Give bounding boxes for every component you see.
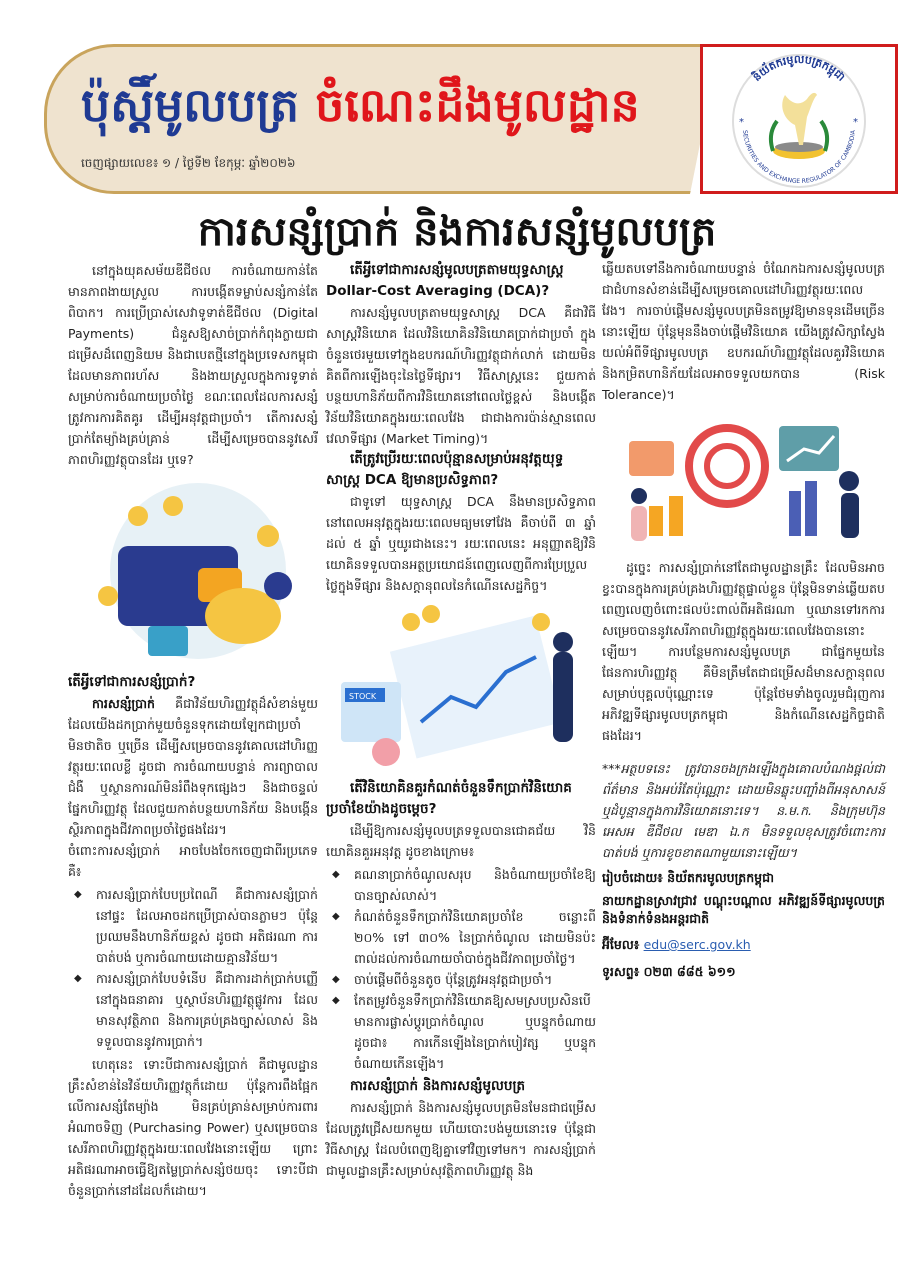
header-banner xyxy=(44,44,724,194)
bullet-icon: ◆ xyxy=(332,974,340,985)
logo-box xyxy=(700,44,898,194)
bullet-icon: ◆ xyxy=(74,973,82,984)
disclaimer: ***អត្ថបទនេះ ត្រូវបានចងក្រងឡើងក្នុងគោលបំណងផ្តល់ជាព័ត៌មាន និងអប់រំតែប៉ុណ្ណោះ ដោយមិនឆ្លុះបញ្ចាំងពីអនុសាសន៍ ឬដំបូន្មានក្នុងការវិនិយោគនោះទេ។ ន.ម.ក. និងក្រុមហ៊ុន អេសអ ឌីជីថល មេឌា ឯ.ក មិនទទួលខុសត្រូវចំពោះការបាត់បង់ ឬការខូចខាតណាមួយនោះឡើយ។ xyxy=(602,761,885,860)
svg-text:*: * xyxy=(739,117,744,128)
monthly-amount-list xyxy=(326,864,596,1074)
savings-illustration xyxy=(78,476,308,666)
saving-conclusion: ហេតុនេះ ទោះបីជាការសន្សំប្រាក់ គឺជាមូលដ្ឋានគ្រឹះសំខាន់នៃវិន័យហិរញ្ញវត្ថុក៏ដោយ ប៉ុន្តែការពឹងផ្អែកលើការសន្សំតែម្យ៉ាង មិនគ្រប់គ្រាន់សម្រាប់ការពារអំណាចទិញ (Purchasing Power) ឬសម្រេចបានសេរីភាពហិរញ្ញវត្ថុក្នុងរយៈពេលវែងនោះឡើយ ព្រោះអតិផរណាអាចធ្វើឱ្យតម្លៃប្រាក់សន្សំថយចុះ ទោះបីជា ចំនួនប្រាក់នៅដដែលក៏ដោយ។ xyxy=(68,1057,318,1198)
list-item: ◆ កែតម្រូវចំនួនទឹកប្រាក់វិនិយោគឱ្យសមស្របប្រសិនបើមានការផ្លាស់ប្តូរប្រាក់ចំណូល ឬបន្ទុកចំណាយ ដូចជា៖ ការកើនឡើងនៃប្រាក់បៀវត្ស ឬបន្ទុកចំណាយកើនឡើង។ xyxy=(354,990,596,1074)
list-item: ◆ ការសន្សំប្រាក់បែបទំនើប គឺជាការដាក់ប្រាក់បញ្ញើនៅក្នុងធនាគារ ឬស្ថាប័នហិរញ្ញវត្ថុផ្លូវការ ដែលមានសុវត្ថិភាព និងការគ្រប់គ្រងច្បាស់លាស់ និងទទួលបាននូវការប្រាក់។ xyxy=(96,968,318,1052)
saving-types-intro: ចំពោះការសន្សំប្រាក់ អាចបែងចែកចេញជាពីរប្រភេទ គឺ៖ xyxy=(68,843,318,879)
list-item: ◆ ការសន្សំប្រាក់បែបប្រពៃណី គឺជាការសន្សំប្រាក់នៅផ្ទះ ដែលអាចដកប្រើប្រាស់បានភ្លាមៗ ប៉ុន្តែប្រឈមនឹងហានិភ័យខ្ពស់ ដូចជា អតិផរណា ការបាត់បង់ ឬការចំណាយដោយគ្មានវិន័យ។ xyxy=(96,884,318,968)
heading-what-is-dca: តើអ្វីទៅជាការសន្សំមូលបត្រតាមយុទ្ធសាស្ត្រ Dollar-Cost Averaging (DCA)? xyxy=(326,262,564,299)
article-title: ការសន្សំប្រាក់ និងការសន្សំមូលបត្រ xyxy=(197,209,717,255)
intro-paragraph: នៅក្នុងយុគសម័យឌីជីថល ការចំណាយកាន់តែមានភាពងាយស្រួល ការបង្កើតទម្លាប់សន្សំកាន់តែពិបាក។ ការប្រើប្រាស់សេវាទូទាត់ឌីជីថល (Digital Payments) ជំនួសឱ្យសាច់ប្រាក់កំពុងក្លាយជាជម្រើសដ៏ពេញនិយម និងជាបេតថ្មីនៅក្នុងប្រទេសកម្ពុជា ដែលមានភាពរហ័ស និងងាយស្រួលក្នុងការទូទាត់សម្រាប់ការចំណាយប្រចាំថ្ងៃ ខណៈពេលដែលការសន្សំ ត្រូវការការគិតគូរ ដើម្បីអនុវត្តជាប្រចាំ។ តើការសន្សំប្រាក់តែម្យ៉ាងគ្រប់គ្រាន់ ដើម្បីសម្រេចបាននូវសេរីភាពហិរញ្ញវត្ថុបានដែរ ឬទេ? xyxy=(68,263,318,467)
heading-what-is-saving: តើអ្វីទៅជាការសន្សំប្រាក់? xyxy=(68,674,196,690)
list-item: ◆ គណនាប្រាក់ចំណូលសរុប និងចំណាយប្រចាំខែឱ្យបានច្បាស់លាស់។ xyxy=(354,864,596,906)
stock-investment-illustration xyxy=(331,602,591,772)
newsletter-title: ប៉ុស្តិ៍មូលបត្រ ចំណេះដឹងមូលដ្ឋាន xyxy=(81,78,640,132)
column-2 xyxy=(326,260,596,1181)
saving-vs-securities-text: ការសន្សំប្រាក់ និងការសន្សំមូលបត្រមិនមែនជាជម្រើសដែលត្រូវជ្រើសយកមួយ ហើយបោះបង់មួយនោះទេ ប៉ុន្តែជាវិធីសាស្ត្រ ដែលបំពេញឱ្យគ្នាទៅវិញទៅមក។ ការសន្សំប្រាក់ជាមូលដ្ឋានគ្រឹះសម្រាប់សុវត្ថិភាពហិរញ្ញវត្ថុ និង xyxy=(326,1100,596,1178)
column-1 xyxy=(68,260,318,1201)
dca-duration-text: ជាទូទៅ យុទ្ធសាស្ត្រ DCA នឹងមានប្រសិទ្ធភាពនៅពេលអនុវត្តក្នុងរយៈពេលមធ្យមទៅវែង គឺចាប់ពី ៣ ឆ្នាំ ដល់ ៥ ឆ្នាំ ឬយូរជាងនេះ។ រយៈពេលនេះ អនុញ្ញាតឱ្យវិនិយោគិនទទួលបានអត្ថប្រយោជន៍ពេញលេញពីការប្រែប្រួលថ្លៃក្នុងទីផ្សារ និងសក្តានុពលនៃកំណើនសេដ្ឋកិច្ច។ xyxy=(326,494,596,593)
saving-types-list xyxy=(68,884,318,1052)
department: នាយកដ្ឋានស្រាវជ្រាវ បណ្តុះបណ្តាល អភិវឌ្ឍន៍ទីផ្សារមូលបត្រ និងទំនាក់ទំនងអន្តរជាតិ xyxy=(602,893,885,926)
svg-text:*: * xyxy=(853,117,858,128)
continued-paragraph: ឆ្លើយតបទៅនឹងការចំណាយបន្ទាន់ ចំណែកឯការសន្សំមូលបត្រ ជាជំហានសំខាន់ដើម្បីសម្រេចគោលដៅហិរញ្ញវត្ថុរយៈពេលវែង។ ការចាប់ផ្តើមសន្សំមូលបត្រមិនតម្រូវឱ្យមានទុនដើមច្រើននោះឡើយ ប៉ុន្តែមុននឹងចាប់ផ្តើមវិនិយោគ យើងត្រូវសិក្សាស្វែងយល់អំពីទីផ្សារមូលបត្រ ឧបករណ៍ហិរញ្ញវត្ថុដែលគួរវិនិយោគ និងកម្រិតហានិភ័យដែលអាចទទួលយកបាន (Risk Tolerance)។ xyxy=(602,261,885,402)
list-item: ◆ កំណត់ចំនួនទឹកប្រាក់វិនិយោគប្រចាំខែ ចន្លោះពី ២០% ទៅ ៣០% នៃប្រាក់ចំណូល ដោយមិនប៉ះពាល់ដល់ការចំណាយចាំបាច់ក្នុងជីវភាពប្រចាំថ្ងៃ។ xyxy=(354,906,596,969)
phone-line: ទូរសព្ទ៖ ០២៣ ៨៨៥ ៦១១ xyxy=(602,964,736,979)
bullet-icon: ◆ xyxy=(74,889,82,900)
column-3 xyxy=(602,258,885,982)
stock-label: STOCK xyxy=(349,692,377,701)
email-link[interactable]: edu@serc.gov.kh xyxy=(643,937,751,952)
monthly-amount-intro: ដើម្បីឱ្យការសន្សំមូលបត្រទទួលបានជោគជ័យ វិនិយោគិនគួរអនុវត្ត ដូចខាងក្រោម៖ xyxy=(326,823,596,859)
analysis-illustration xyxy=(609,411,879,551)
email-line: អ៊ីមែល៖ edu@serc.gov.kh xyxy=(602,937,751,952)
bullet-icon: ◆ xyxy=(332,869,340,880)
heading-dca-duration: តើត្រូវប្រើរយៈពេលប៉ុន្មានសម្រាប់អនុវត្តយុទ្ធសាស្ត្រ DCA ឱ្យមានប្រសិទ្ធភាព? xyxy=(326,451,564,488)
prepared-by: រៀបចំដោយ៖ និយ័តករមូលបត្រកម្ពុជា xyxy=(602,870,775,885)
heading-saving-vs-securities: ការសន្សំប្រាក់ និងការសន្សំមូលបត្រ xyxy=(350,1078,526,1094)
saving-definition: ការសន្សំប្រាក់ គឺជាវិន័យហិរញ្ញវត្ថុដ៏សំខាន់មួយ ដែលយើងដកប្រាក់មួយចំនួនទុកដោយឡែកជាប្រចាំ មិនថាតិច ឬច្រើន ដើម្បីសម្រេចបាននូវគោលដៅហិរញ្ញវត្ថុរយៈពេលខ្លី ដូចជា ការចំណាយបន្ទាន់ ការព្យាបាលជំងឺ ឬស្ថានការណ៍មិនរំពឹងទុកផ្សេងៗ និងជាចន្ទល់ផ្នែកហិរញ្ញវត្ថុ ដែលជួយកាត់បន្ថយហានិភ័យ និងបង្កើនស្ថិរភាពក្នុងជីវភាពប្រចាំថ្ងៃផងដែរ។ xyxy=(68,696,318,837)
summary-paragraph: ដូច្នេះ ការសន្សំប្រាក់នៅតែជាមូលដ្ឋានគ្រឹះ ដែលមិនអាចខ្វះបានក្នុងការគ្រប់គ្រងហិរញ្ញវត្ថុផ្ទាល់ខ្លួន ប៉ុន្តែមិនទាន់ឆ្លើយតបពេញលេញចំពោះផលប៉ះពាល់ពីអតិផរណា ឬឈានទៅរកការសម្រេចបាននូវសេរីភាពហិរញ្ញវត្ថុក្នុងរយៈពេលវែងបាននោះឡើយ។ ការបន្ថែមការសន្សំមូលបត្រ ជាផ្នែកមួយនៃផែនការហិរញ្ញវត្ថុ គឺមិនត្រឹមតែជាជម្រើសដ៏មានសក្តានុពលសម្រាប់បុគ្គលប៉ុណ្ណោះទេ ប៉ុន្តែថែមទាំងចូលរួមជំរុញការអភិវឌ្ឍទីផ្សារមូលបត្រកម្ពុជា និងកំណើនសេដ្ឋកិច្ចជាតិ ផងដែរ។ xyxy=(602,560,885,743)
issue-line: ចេញផ្សាយលេខ៖ ១ / ថ្ងៃទី២ ខែកុម្ភៈ ឆ្នាំ២០២៦ xyxy=(81,156,296,170)
heading-monthly-amount: តើវិនិយោគិនគួរកំណត់ចំនួនទឹកប្រាក់វិនិយោគប្រចាំខែយ៉ាងដូចម្តេច? xyxy=(326,780,572,817)
svg-text:និយ័តករមូលបត្រកម្ពុជា: និយ័តករមូលបត្រកម្ពុជា xyxy=(750,52,848,84)
serc-logo xyxy=(703,47,895,191)
list-item: ◆ ចាប់ផ្តើមពីចំនួនតូច ប៉ុន្តែត្រូវអនុវត្តជាប្រចាំ។ xyxy=(354,969,596,990)
svg-text:SECURITIES AND EXCHANGE REGULA: SECURITIES AND EXCHANGE REGULATOR OF CAMBODIA xyxy=(741,129,857,186)
bullet-icon: ◆ xyxy=(332,911,340,922)
bullet-icon: ◆ xyxy=(332,995,340,1006)
dca-definition: ការសន្សំមូលបត្រតាមយុទ្ធសាស្ត្រ DCA គឺជាវិធីសាស្ត្រវិនិយោគ ដែលវិនិយោគិនវិនិយោគប្រាក់ជាប្រចាំ ក្នុងចំនួនថេរមួយទៅក្នុងឧបករណ៍ហិរញ្ញវត្ថុជាក់លាក់ ដោយមិនគិតពីការឡើងចុះនៃថ្លៃទីផ្សារ។ វិធីសាស្ត្រនេះ ជួយកាត់បន្ថយហានិភ័យពីការវិនិយោគនៅពេលថ្លៃខ្ពស់ និងបង្កើតវិន័យវិនិយោគក្នុងរយៈពេលវែង ជាជាងការប៉ាន់ស្មានពេលវេលាទីផ្សារ (Market Timing)។ xyxy=(326,305,596,446)
